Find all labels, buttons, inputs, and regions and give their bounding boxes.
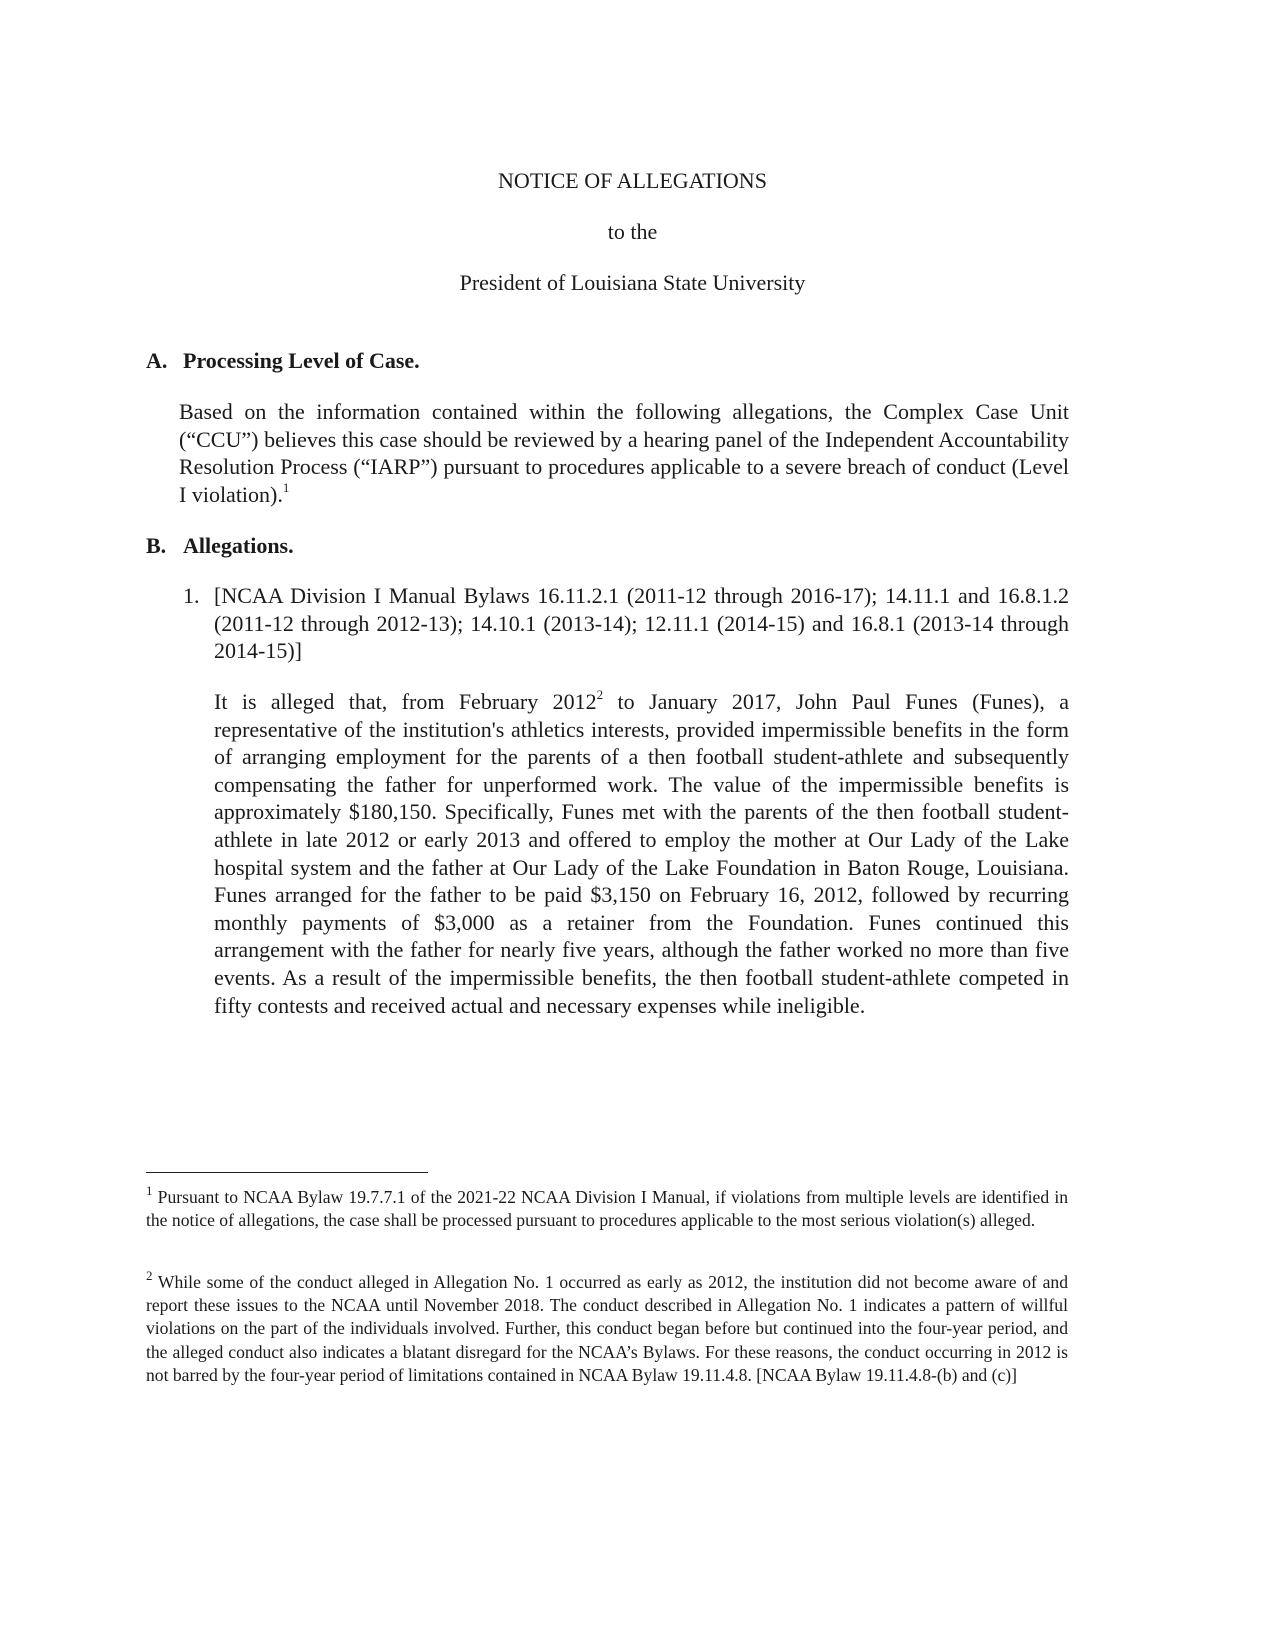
section-a-heading xyxy=(146,348,420,374)
section-a-title: Processing Level of Case. xyxy=(183,348,420,373)
footnote-ref-1[interactable]: 1 xyxy=(282,479,290,495)
document-recipient: President of Louisiana State University xyxy=(459,270,806,295)
document-subtitle: to the xyxy=(607,219,658,244)
footnote-ref-2[interactable]: 2 xyxy=(596,687,604,702)
allegation-1-text-start: It is alleged that, from February 2012 xyxy=(214,689,597,714)
section-b-heading xyxy=(146,533,294,559)
section-a-text: Based on the information contained within the following allegations, the Complex Case Unit (“CCU”) believes this case should be reviewed by a hearing panel of the Independent Accountability Resolution Process (“IARP”) pursuant to procedures applicable to a severe breach of conduct (Level I violation). xyxy=(179,399,1069,507)
allegation-1-body xyxy=(214,688,1069,1019)
allegation-1-text-rest: to January 2017, John Paul Funes (Funes), a representative of the institution's athletics interests, provided impermissible benefits in the form of arranging employment for the parents of a then football student-athlete and subsequently compensating the father for unperformed work. The value of the impermissible benefits is approximately $180,150. Specifically, Funes met with the parents of the then football student-athlete in late 2012 or early 2013 and offered to employ the mother at Our Lady of the Lake hospital system and the father at Our Lady of the Lake Foundation in Baton Rouge, Louisiana. Funes arranged for the father to be paid $3,150 on February 16, 2012, followed by recurring monthly payments of $3,000 as a retainer from the Foundation. Funes continued this arrangement with the father for nearly five years, although the father worked no more than five events. As a result of the impermissible benefits, the then football student-athlete competed in fifty contests and received actual and necessary expenses while ineligible. xyxy=(214,689,1069,1018)
footnote-1-number: 1 xyxy=(146,1183,153,1198)
allegation-1-number: 1. xyxy=(183,583,200,608)
footnote-1 xyxy=(146,1183,1068,1232)
document-title: NOTICE OF ALLEGATIONS xyxy=(498,168,767,193)
footnote-separator xyxy=(146,1172,428,1173)
footnote-2-number: 2 xyxy=(146,1268,153,1283)
section-a-letter: A. xyxy=(146,348,168,373)
allegation-1-bylaws: [NCAA Division I Manual Bylaws 16.11.2.1 (2011-12 through 2016-17); 14.11.1 and 16.8.1.2 (2011-12 through 2012-13); 14.10.1 (2013-14); 12.11.1 (2014-15) and 16.8.1 (2013-14 through 2014-15)] xyxy=(214,583,1069,664)
footnote-1-text: Pursuant to NCAA Bylaw 19.7.7.1 of the 2021-22 NCAA Division I Manual, if violations from multiple levels are identified in the notice of allegations, the case shall be processed pursuant to procedures applicable to the most serious violation(s) alleged. xyxy=(146,1187,1068,1231)
section-a-body xyxy=(179,398,1069,508)
section-b-letter: B. xyxy=(146,533,167,558)
footnote-2-text: While some of the conduct alleged in Allegation No. 1 occurred as early as 2012, the institution did not become aware of and report these issues to the NCAA until November 2018. The conduct described in Allegation No. 1 indicates a pattern of willful violations on the part of the individuals involved. Further, this conduct began before but continued into the four-year period, and the alleged conduct also indicates a blatant disregard for the NCAA’s Bylaws. For these reasons, the conduct occurring in 2012 is not barred by the four-year period of limitations contained in NCAA Bylaw 19.11.4.8. [NCAA Bylaw 19.11.4.8-(b) and (c)] xyxy=(146,1272,1068,1385)
footnote-2 xyxy=(146,1268,1068,1387)
section-b-title: Allegations. xyxy=(183,533,294,558)
